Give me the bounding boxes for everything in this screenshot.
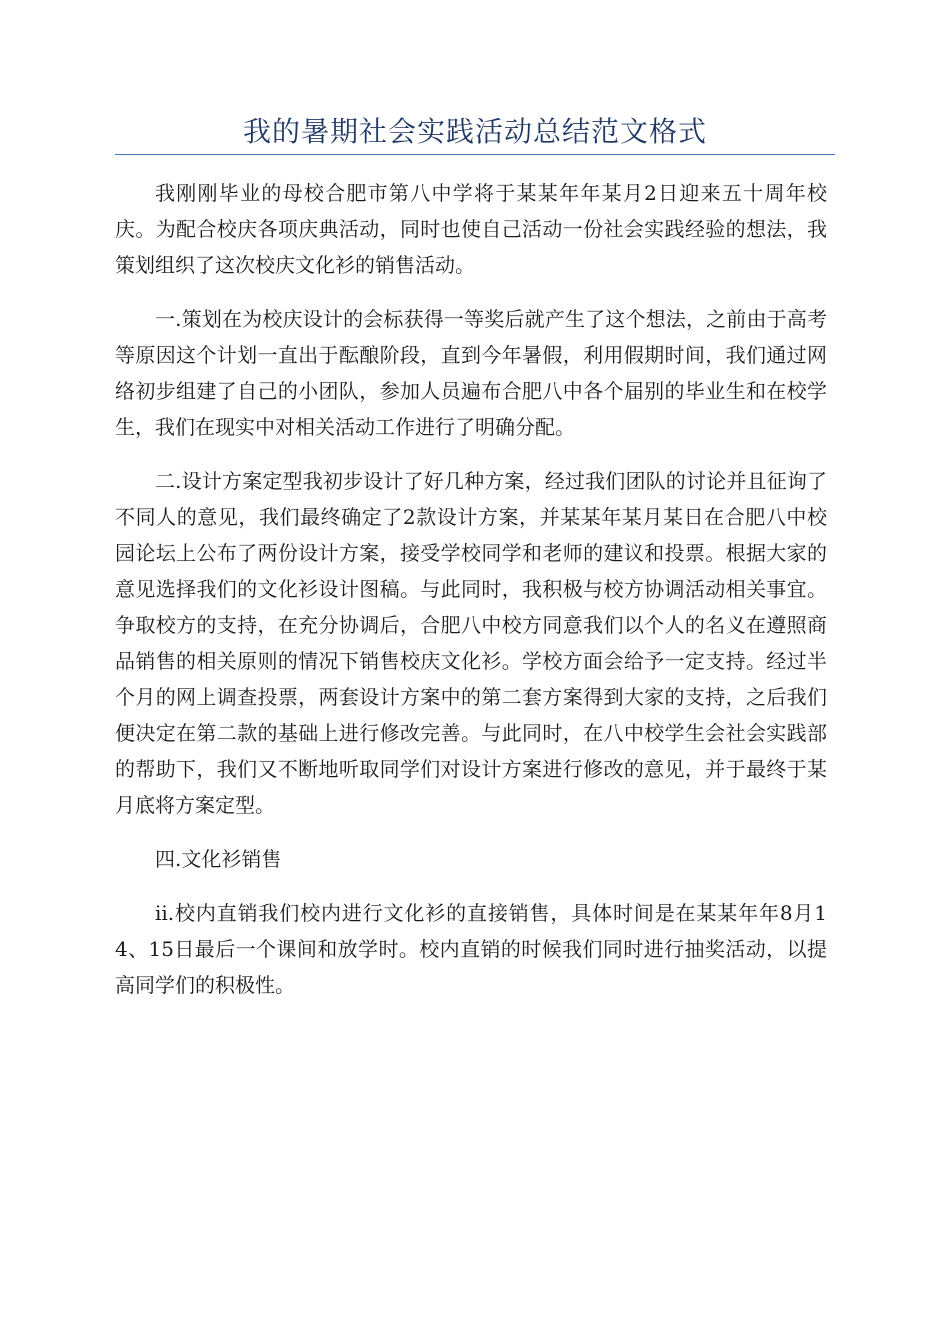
document-body [115,175,827,1021]
title-underline [115,154,835,155]
paragraph-intro: 我刚刚毕业的母校合肥市第八中学将于某某年年某月2日迎来五十周年校庆。为配合校庆各项庆典活动，同时也使自己活动一份社会实践经验的想法，我策划组织了这次校庆文化衫的销售活动。 [115,181,827,277]
paragraph-planning: 一.策划在为校庆设计的会标获得一等奖后就产生了这个想法，之前由于高考等原因这个计划一直出于酝酿阶段，直到今年暑假，利用假期时间，我们通过网络初步组建了自己的小团队，参加人员遍布合肥八中各个届别的毕业生和在校学生，我们在现实中对相关活动工作进行了明确分配。 [115,307,827,439]
section-heading-sales: 四.文化衫销售 [155,847,282,871]
paragraph-design: 二.设计方案定型我初步设计了好几种方案，经过我们团队的讨论并且征询了不同人的意见，我们最终确定了2款设计方案，并某某年某月某日在合肥八中校园论坛上公布了两份设计方案，接受学校同学和老师的建议和投票。根据大家的意见选择我们的文化衫设计图稿。与此同时，我积极与校方协调活动相关事宜。争取校方的支持，在充分协调后，合肥八中校方同意我们以个人的名义在遵照商品销售的相关原则的情况下销售校庆文化衫。学校方面会给予一定支持。经过半个月的网上调查投票，两套设计方案中的第二套方案得到大家的支持，之后我们便决定在第二款的基础上进行修改完善。与此同时，在八中校学生会社会实践部的帮助下，我们又不断地听取同学们对设计方案进行修改的意见，并于最终于某月底将方案定型。 [115,469,827,817]
paragraph-direct-sales: ii.校内直销我们校内进行文化衫的直接销售，具体时间是在某某年年8月14、15日最后一个课间和放学时。校内直销的时候我们同时进行抽奖活动，以提高同学们的积极性。 [115,901,827,997]
document-title: 我的暑期社会实践活动总结范文格式 [242,115,707,148]
